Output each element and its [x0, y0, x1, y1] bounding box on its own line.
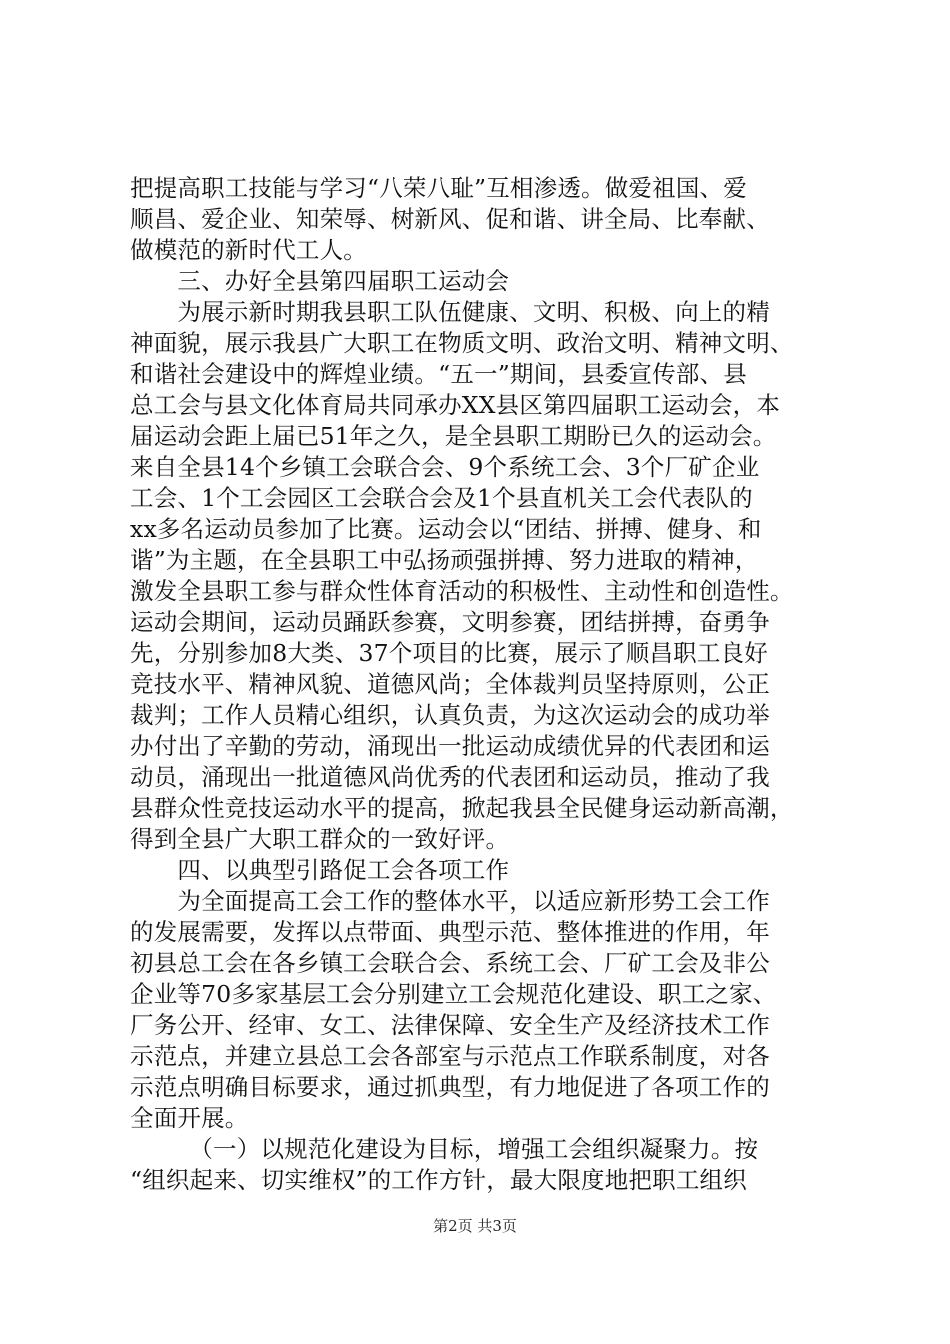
page-number-footer: 第2页 共3页: [433, 1217, 517, 1235]
text-line: 届运动会距上届已51年之久，是全县职工期盼已久的运动会。: [130, 422, 777, 450]
text-line: 为全面提高工会工作的整体水平，以适应新形势工会工作: [130, 887, 770, 915]
text-line: 厂务公开、经审、女工、法律保障、安全生产及经济技术工作: [130, 1011, 770, 1039]
text-line: 来自全县14个乡镇工会联合会、9个系统工会、3个厂矿企业: [130, 453, 760, 481]
text-line: 顺昌、爱企业、知荣辱、树新风、促和谐、讲全局、比奉献、: [130, 205, 770, 233]
document-body: [130, 173, 830, 1196]
text-line: 办付出了辛勤的劳动，涌现出一批运动成绩优异的代表团和运: [130, 732, 770, 760]
text-line: 神面貌，展示我县广大职工在物质文明、政治文明、精神文明、: [130, 329, 794, 357]
text-line: 运动会期间，运动员踊跃参赛，文明参赛，团结拼搏，奋勇争: [130, 608, 770, 636]
text-line: 裁判；工作人员精心组织，认真负责，为这次运动会的成功举: [130, 701, 770, 729]
text-line: 先，分别参加8大类、37个项目的比赛，展示了顺昌职工良好: [130, 639, 768, 667]
text-line: 初县总工会在各乡镇工会联合会、系统工会、厂矿工会及非公: [130, 949, 770, 977]
text-line: 为展示新时期我县职工队伍健康、文明、积极、向上的精: [130, 298, 770, 326]
text-line: 做模范的新时代工人。: [130, 236, 367, 264]
text-line: 竞技水平、精神风貌、道德风尚；全体裁判员坚持原则，公正: [130, 670, 770, 698]
text-line: 激发全县职工参与群众性体育活动的积极性、主动性和创造性。: [130, 577, 794, 605]
text-line: 总工会与县文化体育局共同承办XX县区第四届职工运动会，本: [130, 391, 781, 419]
text-line: “组织起来、切实维权”的工作方针，最大限度地把职工组织: [130, 1166, 747, 1194]
subsection-heading-1: （一）以规范化建设为目标，增强工会组织凝聚力。按: [130, 1135, 759, 1163]
text-line: xx多名运动员参加了比赛。运动会以“团结、拼搏、健身、和: [130, 515, 762, 543]
text-line: 示范点，并建立县总工会各部室与示范点工作联系制度，对各: [130, 1042, 770, 1070]
text-line: 和谐社会建设中的辉煌业绩。“五一”期间，县委宣传部、县: [130, 360, 747, 388]
text-line: 谐”为主题，在全县职工中弘扬顽强拼搏、努力进取的精神，: [130, 546, 759, 574]
section-heading-4: 四、以典型引路促工会各项工作: [130, 856, 510, 884]
text-line: 示范点明确目标要求，通过抓典型，有力地促进了各项工作的: [130, 1073, 770, 1101]
section-heading-3: 三、办好全县第四届职工运动会: [130, 267, 510, 295]
text-line: 工会、1个工会园区工会联合会及1个县直机关工会代表队的: [130, 484, 753, 512]
text-line: 全面开展。: [130, 1104, 249, 1132]
text-line: 动员，涌现出一批道德风尚优秀的代表团和运动员，推动了我: [130, 763, 770, 791]
text-line: 县群众性竞技运动水平的提高，掀起我县全民健身运动新高潮，: [130, 794, 794, 822]
text-line: 企业等70多家基层工会分别建立工会规范化建设、职工之家、: [130, 980, 777, 1008]
text-line: 把提高职工技能与学习“八荣八耻”互相渗透。做爱祖国、爱: [130, 174, 747, 202]
text-line: 的发展需要，发挥以点带面、典型示范、整体推进的作用，年: [130, 918, 770, 946]
text-line: 得到全县广大职工群众的一致好评。: [130, 825, 510, 853]
